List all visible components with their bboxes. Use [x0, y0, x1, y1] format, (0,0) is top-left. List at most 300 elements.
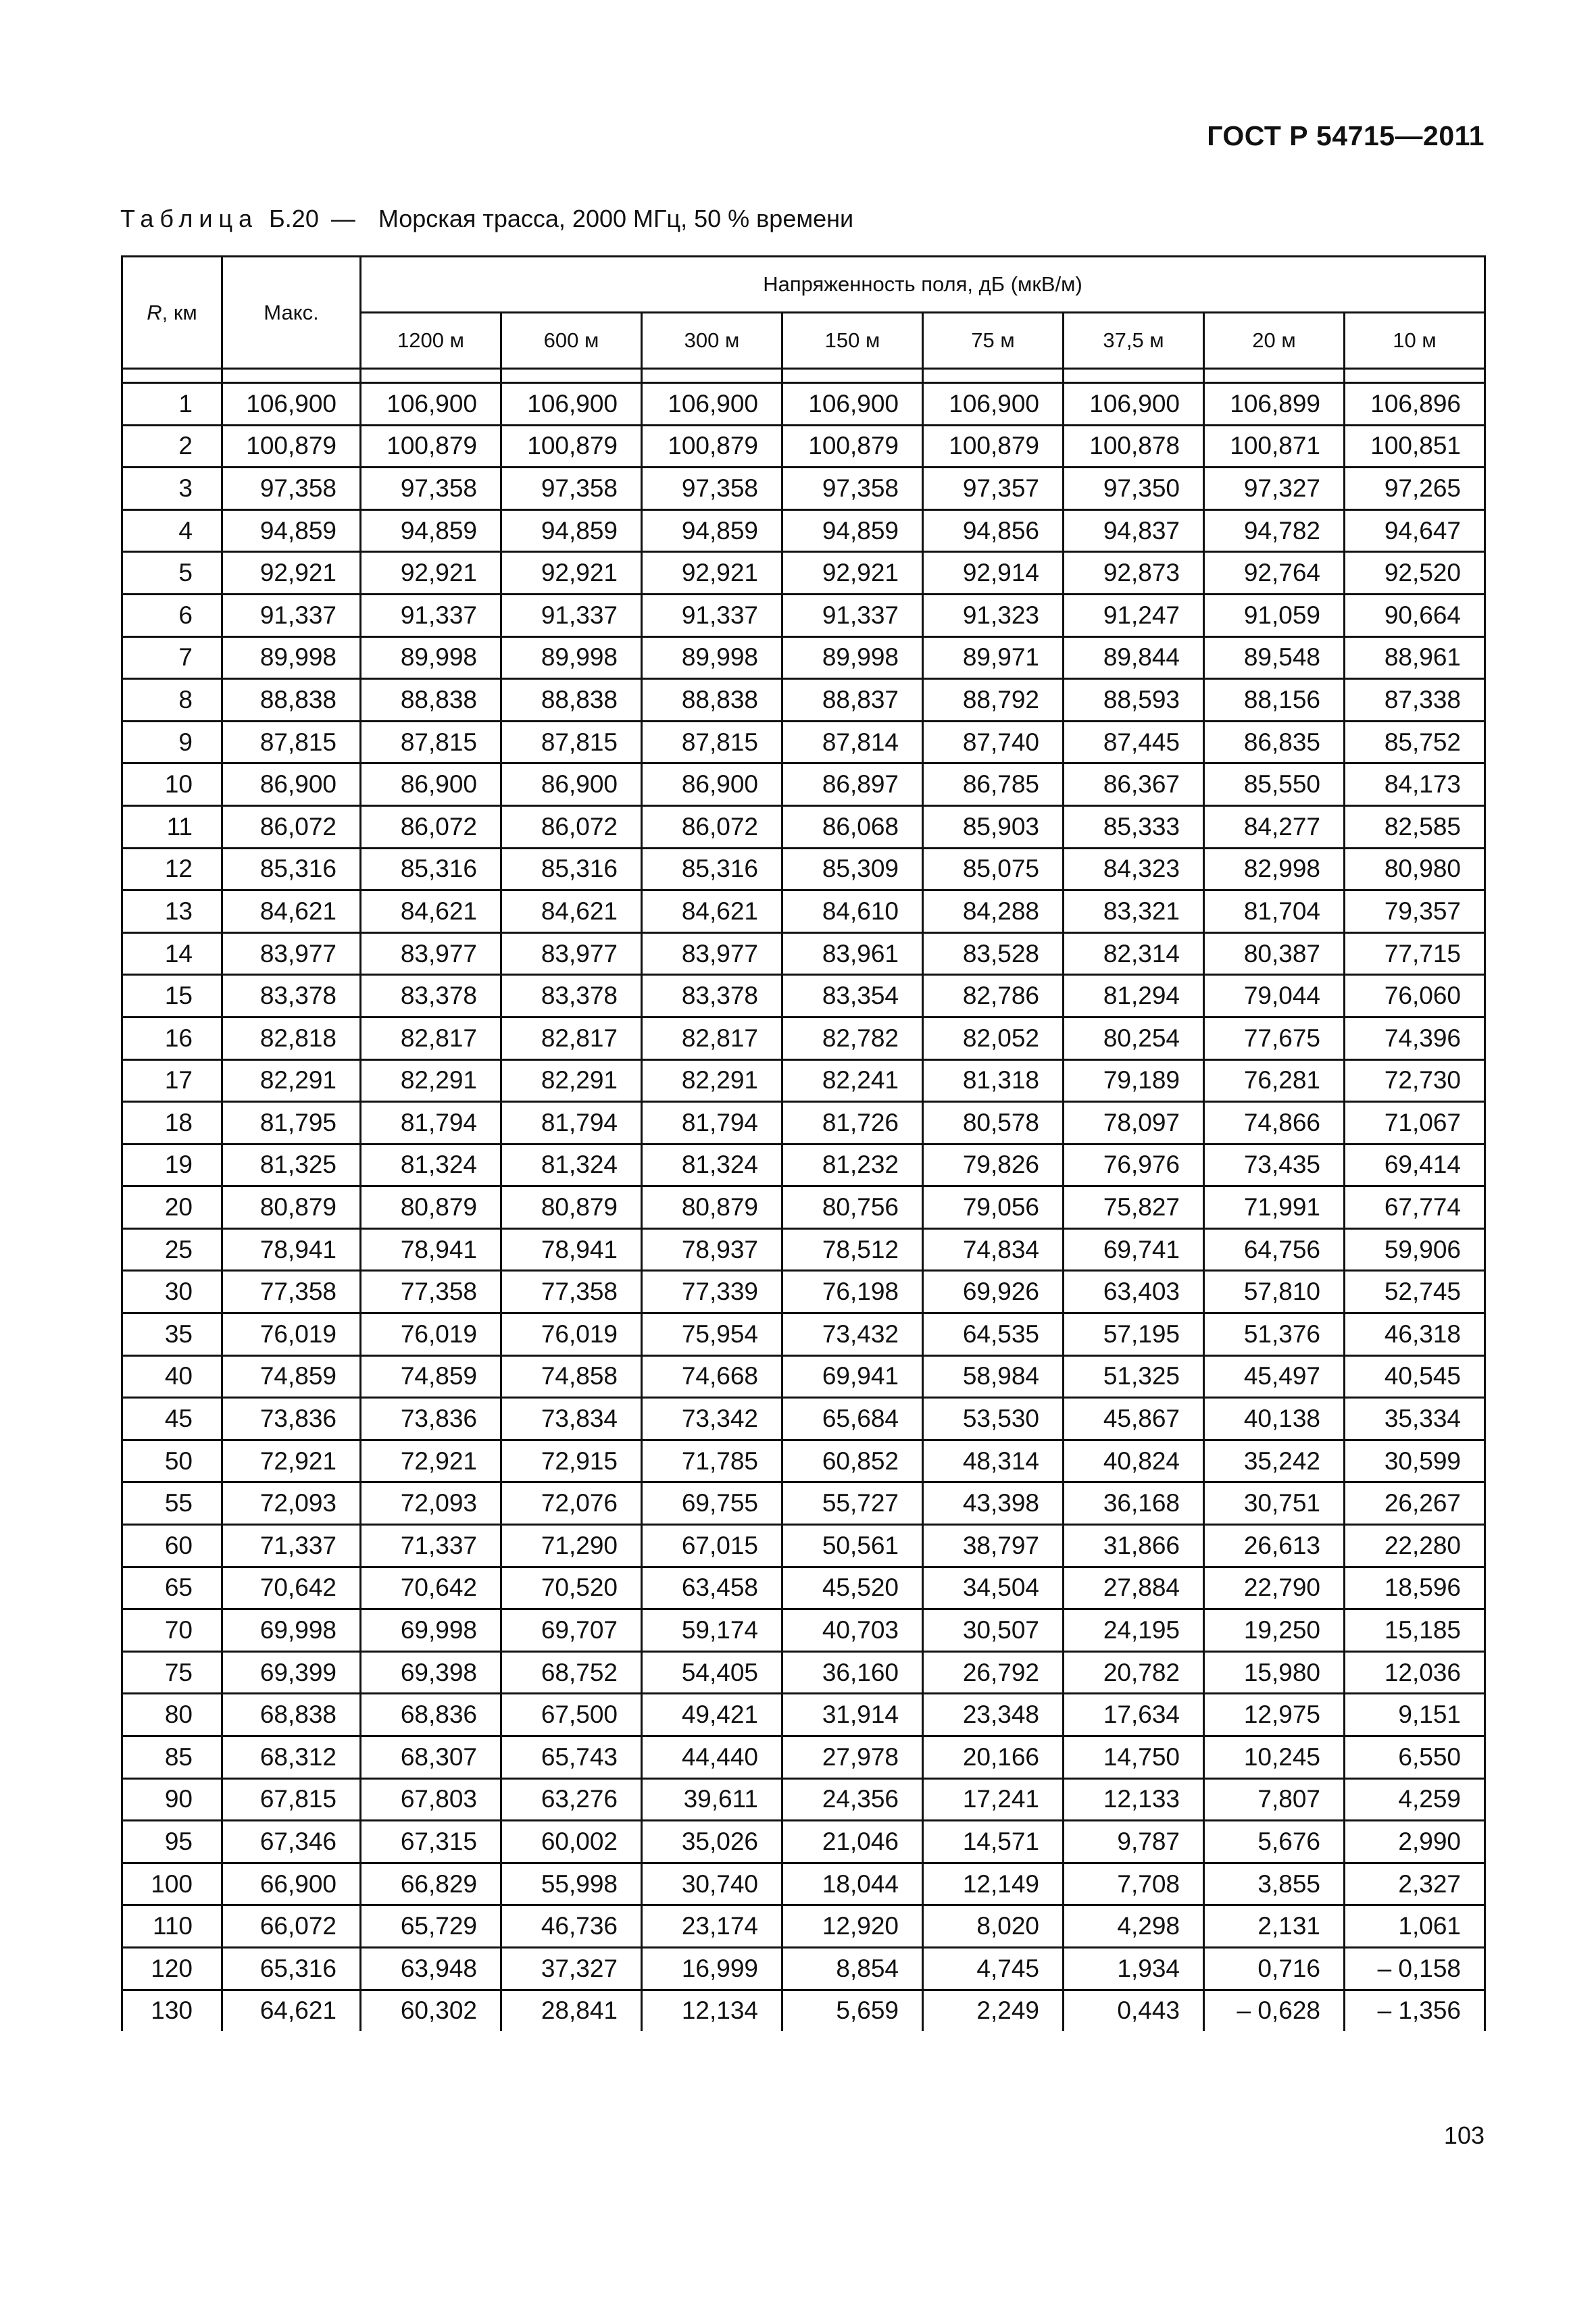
value-cell: – 0,158	[1345, 1947, 1485, 1990]
value-cell: 46,736	[501, 1905, 642, 1948]
value-cell: 53,530	[923, 1398, 1064, 1440]
value-cell: 80,879	[361, 1186, 501, 1229]
table-row	[122, 721, 1485, 763]
value-cell: 67,774	[1345, 1186, 1485, 1229]
value-cell: 94,859	[782, 509, 923, 552]
value-cell: 18,596	[1345, 1567, 1485, 1609]
value-cell: 76,019	[361, 1313, 501, 1356]
value-cell: 15,185	[1345, 1609, 1485, 1652]
value-cell: 74,859	[361, 1355, 501, 1398]
value-cell: 73,836	[361, 1398, 501, 1440]
value-cell: 73,342	[642, 1398, 782, 1440]
value-cell: 21,046	[782, 1821, 923, 1863]
header-height: 75 м	[923, 313, 1064, 369]
value-cell: 12,134	[642, 1990, 782, 2031]
value-cell: 92,921	[642, 552, 782, 595]
distance-cell: 6	[122, 594, 222, 636]
value-cell: 87,815	[642, 721, 782, 763]
value-cell: 85,333	[1064, 805, 1204, 848]
value-cell: 78,512	[782, 1228, 923, 1271]
value-cell: 76,198	[782, 1271, 923, 1313]
distance-cell: 55	[122, 1482, 222, 1525]
value-cell: 12,975	[1204, 1694, 1345, 1736]
value-cell: 90,664	[1345, 594, 1485, 636]
value-cell: 85,316	[361, 848, 501, 890]
value-cell: – 1,356	[1345, 1990, 1485, 2031]
value-cell: 52,745	[1345, 1271, 1485, 1313]
value-cell: 74,396	[1345, 1017, 1485, 1059]
value-cell: 84,621	[361, 890, 501, 933]
value-cell: 97,358	[501, 468, 642, 510]
value-cell: 67,815	[222, 1778, 361, 1821]
value-cell: 89,998	[782, 636, 923, 679]
value-cell: 51,376	[1204, 1313, 1345, 1356]
value-cell: 74,834	[923, 1228, 1064, 1271]
value-cell: 83,378	[361, 975, 501, 1017]
value-cell: 91,323	[923, 594, 1064, 636]
value-cell: 81,794	[642, 1102, 782, 1145]
value-cell: 12,036	[1345, 1651, 1485, 1694]
value-cell: 66,072	[222, 1905, 361, 1948]
table-row	[122, 1778, 1485, 1821]
value-cell: 30,751	[1204, 1482, 1345, 1525]
value-cell: 91,337	[782, 594, 923, 636]
value-cell: 26,613	[1204, 1525, 1345, 1567]
table-row	[122, 1440, 1485, 1482]
value-cell: 78,941	[222, 1228, 361, 1271]
value-cell: 87,814	[782, 721, 923, 763]
value-cell: 10,245	[1204, 1736, 1345, 1779]
value-cell: 88,838	[501, 679, 642, 722]
value-cell: 80,756	[782, 1186, 923, 1229]
value-cell: 64,756	[1204, 1228, 1345, 1271]
value-cell: 70,642	[361, 1567, 501, 1609]
value-cell: 71,337	[361, 1525, 501, 1567]
table-row	[122, 763, 1485, 806]
value-cell: 73,432	[782, 1313, 923, 1356]
value-cell: 55,998	[501, 1863, 642, 1905]
value-cell: 73,834	[501, 1398, 642, 1440]
value-cell: 82,817	[642, 1017, 782, 1059]
value-cell: 81,726	[782, 1102, 923, 1145]
distance-cell: 17	[122, 1059, 222, 1102]
table-row	[122, 1863, 1485, 1905]
value-cell: 79,357	[1345, 890, 1485, 933]
value-cell: 92,764	[1204, 552, 1345, 595]
table-row	[122, 679, 1485, 722]
distance-cell: 18	[122, 1102, 222, 1145]
value-cell: 100,851	[1345, 425, 1485, 468]
distance-cell: 35	[122, 1313, 222, 1356]
distance-cell: 95	[122, 1821, 222, 1863]
value-cell: 22,790	[1204, 1567, 1345, 1609]
distance-cell: 110	[122, 1905, 222, 1948]
value-cell: 76,019	[501, 1313, 642, 1356]
distance-cell: 1	[122, 383, 222, 426]
value-cell: 106,900	[642, 383, 782, 426]
value-cell: 100,871	[1204, 425, 1345, 468]
value-cell: 100,879	[361, 425, 501, 468]
value-cell: 83,961	[782, 932, 923, 975]
value-cell: 64,535	[923, 1313, 1064, 1356]
distance-cell: 25	[122, 1228, 222, 1271]
value-cell: 86,068	[782, 805, 923, 848]
table-row	[122, 1355, 1485, 1398]
value-cell: 35,334	[1345, 1398, 1485, 1440]
value-cell: 49,421	[642, 1694, 782, 1736]
value-cell: 63,403	[1064, 1271, 1204, 1313]
value-cell: 76,060	[1345, 975, 1485, 1017]
value-cell: 72,093	[361, 1482, 501, 1525]
value-cell: 60,852	[782, 1440, 923, 1482]
value-cell: 40,138	[1204, 1398, 1345, 1440]
table-row	[122, 1482, 1485, 1525]
value-cell: 69,998	[361, 1609, 501, 1652]
value-cell: 70,520	[501, 1567, 642, 1609]
distance-cell: 130	[122, 1990, 222, 2031]
value-cell: 91,337	[361, 594, 501, 636]
value-cell: 89,971	[923, 636, 1064, 679]
field-strength-table	[121, 255, 1486, 2031]
value-cell: 57,195	[1064, 1313, 1204, 1356]
value-cell: 46,318	[1345, 1313, 1485, 1356]
value-cell: 77,715	[1345, 932, 1485, 975]
value-cell: 97,358	[782, 468, 923, 510]
value-cell: 85,550	[1204, 763, 1345, 806]
value-cell: 83,378	[222, 975, 361, 1017]
value-cell: 89,844	[1064, 636, 1204, 679]
value-cell: 65,729	[361, 1905, 501, 1948]
table-row	[122, 1313, 1485, 1356]
value-cell: 77,339	[642, 1271, 782, 1313]
value-cell: 87,338	[1345, 679, 1485, 722]
value-cell: 83,378	[501, 975, 642, 1017]
value-cell: 94,859	[361, 509, 501, 552]
value-cell: 82,786	[923, 975, 1064, 1017]
value-cell: 2,990	[1345, 1821, 1485, 1863]
value-cell: 27,884	[1064, 1567, 1204, 1609]
value-cell: 48,314	[923, 1440, 1064, 1482]
value-cell: 67,315	[361, 1821, 501, 1863]
value-cell: 69,414	[1345, 1144, 1485, 1186]
value-cell: 86,900	[642, 763, 782, 806]
value-cell: 89,998	[642, 636, 782, 679]
distance-cell: 10	[122, 763, 222, 806]
table-row	[122, 468, 1485, 510]
value-cell: 91,337	[642, 594, 782, 636]
value-cell: 84,277	[1204, 805, 1345, 848]
value-cell: 83,977	[361, 932, 501, 975]
distance-cell: 30	[122, 1271, 222, 1313]
distance-cell: 7	[122, 636, 222, 679]
table-row	[122, 594, 1485, 636]
value-cell: 9,787	[1064, 1821, 1204, 1863]
value-cell: 106,899	[1204, 383, 1345, 426]
value-cell: 7,807	[1204, 1778, 1345, 1821]
value-cell: 81,324	[361, 1144, 501, 1186]
value-cell: 80,387	[1204, 932, 1345, 975]
value-cell: 2,249	[923, 1990, 1064, 2031]
value-cell: 82,291	[501, 1059, 642, 1102]
value-cell: 71,785	[642, 1440, 782, 1482]
value-cell: 38,797	[923, 1525, 1064, 1567]
value-cell: 68,752	[501, 1651, 642, 1694]
distance-cell: 20	[122, 1186, 222, 1229]
distance-cell: 12	[122, 848, 222, 890]
value-cell: 20,166	[923, 1736, 1064, 1779]
value-cell: 80,578	[923, 1102, 1064, 1145]
value-cell: 85,752	[1345, 721, 1485, 763]
value-cell: 67,803	[361, 1778, 501, 1821]
value-cell: 37,327	[501, 1947, 642, 1990]
value-cell: – 0,628	[1204, 1990, 1345, 2031]
value-cell: 85,316	[222, 848, 361, 890]
value-cell: 59,906	[1345, 1228, 1485, 1271]
value-cell: 106,900	[923, 383, 1064, 426]
value-cell: 100,879	[222, 425, 361, 468]
value-cell: 94,859	[222, 509, 361, 552]
value-cell: 81,794	[501, 1102, 642, 1145]
value-cell: 14,750	[1064, 1736, 1204, 1779]
distance-cell: 14	[122, 932, 222, 975]
value-cell: 6,550	[1345, 1736, 1485, 1779]
header-spacer-row	[122, 369, 1485, 383]
value-cell: 34,504	[923, 1567, 1064, 1609]
value-cell: 5,676	[1204, 1821, 1345, 1863]
value-cell: 71,337	[222, 1525, 361, 1567]
value-cell: 2,327	[1345, 1863, 1485, 1905]
value-cell: 58,984	[923, 1355, 1064, 1398]
value-cell: 50,561	[782, 1525, 923, 1567]
value-cell: 40,545	[1345, 1355, 1485, 1398]
value-cell: 8,854	[782, 1947, 923, 1990]
value-cell: 81,704	[1204, 890, 1345, 933]
value-cell: 92,520	[1345, 552, 1485, 595]
table-row	[122, 932, 1485, 975]
value-cell: 79,826	[923, 1144, 1064, 1186]
value-cell: 12,133	[1064, 1778, 1204, 1821]
value-cell: 70,642	[222, 1567, 361, 1609]
value-cell: 82,782	[782, 1017, 923, 1059]
value-cell: 69,399	[222, 1651, 361, 1694]
value-cell: 17,241	[923, 1778, 1064, 1821]
value-cell: 82,291	[222, 1059, 361, 1102]
value-cell: 89,998	[222, 636, 361, 679]
table-row	[122, 636, 1485, 679]
value-cell: 69,398	[361, 1651, 501, 1694]
value-cell: 100,879	[782, 425, 923, 468]
table-row	[122, 552, 1485, 595]
value-cell: 97,358	[642, 468, 782, 510]
value-cell: 86,900	[501, 763, 642, 806]
table-row	[122, 1271, 1485, 1313]
value-cell: 81,324	[501, 1144, 642, 1186]
value-cell: 81,325	[222, 1144, 361, 1186]
header-max: Макс.	[222, 257, 361, 369]
value-cell: 84,173	[1345, 763, 1485, 806]
value-cell: 84,323	[1064, 848, 1204, 890]
value-cell: 86,835	[1204, 721, 1345, 763]
value-cell: 69,941	[782, 1355, 923, 1398]
value-cell: 26,267	[1345, 1482, 1485, 1525]
value-cell: 106,900	[222, 383, 361, 426]
value-cell: 81,324	[642, 1144, 782, 1186]
value-cell: 27,978	[782, 1736, 923, 1779]
value-cell: 59,174	[642, 1609, 782, 1652]
value-cell: 20,782	[1064, 1651, 1204, 1694]
value-cell: 94,647	[1345, 509, 1485, 552]
value-cell: 65,316	[222, 1947, 361, 1990]
value-cell: 86,900	[222, 763, 361, 806]
value-cell: 71,991	[1204, 1186, 1345, 1229]
table-row	[122, 1228, 1485, 1271]
header-r-unit: , км	[161, 300, 197, 324]
value-cell: 80,879	[642, 1186, 782, 1229]
value-cell: 91,059	[1204, 594, 1345, 636]
value-cell: 87,815	[361, 721, 501, 763]
value-cell: 60,002	[501, 1821, 642, 1863]
value-cell: 73,836	[222, 1398, 361, 1440]
value-cell: 55,727	[782, 1482, 923, 1525]
value-cell: 78,937	[642, 1228, 782, 1271]
header-height: 1200 м	[361, 313, 501, 369]
value-cell: 88,792	[923, 679, 1064, 722]
distance-cell: 19	[122, 1144, 222, 1186]
value-cell: 28,841	[501, 1990, 642, 2031]
value-cell: 30,507	[923, 1609, 1064, 1652]
value-cell: 45,867	[1064, 1398, 1204, 1440]
value-cell: 97,358	[222, 468, 361, 510]
value-cell: 69,707	[501, 1609, 642, 1652]
value-cell: 4,259	[1345, 1778, 1485, 1821]
table-row	[122, 1905, 1485, 1948]
value-cell: 75,827	[1064, 1186, 1204, 1229]
table-row	[122, 383, 1485, 426]
value-cell: 86,072	[361, 805, 501, 848]
value-cell: 106,900	[501, 383, 642, 426]
header-height: 37,5 м	[1064, 313, 1204, 369]
value-cell: 26,792	[923, 1651, 1064, 1694]
value-cell: 66,829	[361, 1863, 501, 1905]
value-cell: 86,785	[923, 763, 1064, 806]
value-cell: 82,585	[1345, 805, 1485, 848]
page-number: 103	[1443, 2121, 1485, 2149]
distance-cell: 80	[122, 1694, 222, 1736]
value-cell: 40,703	[782, 1609, 923, 1652]
value-cell: 68,312	[222, 1736, 361, 1779]
table-row	[122, 1947, 1485, 1990]
value-cell: 1,061	[1345, 1905, 1485, 1948]
value-cell: 63,458	[642, 1567, 782, 1609]
value-cell: 66,900	[222, 1863, 361, 1905]
value-cell: 81,795	[222, 1102, 361, 1145]
value-cell: 72,921	[361, 1440, 501, 1482]
value-cell: 73,435	[1204, 1144, 1345, 1186]
value-cell: 81,318	[923, 1059, 1064, 1102]
value-cell: 88,838	[222, 679, 361, 722]
value-cell: 91,247	[1064, 594, 1204, 636]
value-cell: 81,294	[1064, 975, 1204, 1017]
value-cell: 83,977	[501, 932, 642, 975]
distance-cell: 3	[122, 468, 222, 510]
table-row	[122, 1017, 1485, 1059]
value-cell: 80,879	[501, 1186, 642, 1229]
value-cell: 97,357	[923, 468, 1064, 510]
value-cell: 94,856	[923, 509, 1064, 552]
value-cell: 39,611	[642, 1778, 782, 1821]
value-cell: 86,072	[642, 805, 782, 848]
value-cell: 97,350	[1064, 468, 1204, 510]
value-cell: 86,072	[222, 805, 361, 848]
header-height: 600 м	[501, 313, 642, 369]
value-cell: 12,920	[782, 1905, 923, 1948]
value-cell: 79,056	[923, 1186, 1064, 1229]
distance-cell: 90	[122, 1778, 222, 1821]
value-cell: 68,838	[222, 1694, 361, 1736]
value-cell: 79,044	[1204, 975, 1345, 1017]
value-cell: 86,072	[501, 805, 642, 848]
value-cell: 74,859	[222, 1355, 361, 1398]
value-cell: 82,291	[361, 1059, 501, 1102]
value-cell: 91,337	[222, 594, 361, 636]
value-cell: 82,314	[1064, 932, 1204, 975]
distance-cell: 65	[122, 1567, 222, 1609]
value-cell: 17,634	[1064, 1694, 1204, 1736]
value-cell: 106,896	[1345, 383, 1485, 426]
value-cell: 45,497	[1204, 1355, 1345, 1398]
value-cell: 77,358	[361, 1271, 501, 1313]
value-cell: 15,980	[1204, 1651, 1345, 1694]
value-cell: 74,668	[642, 1355, 782, 1398]
value-cell: 69,998	[222, 1609, 361, 1652]
value-cell: 97,327	[1204, 468, 1345, 510]
table-row	[122, 1651, 1485, 1694]
distance-cell: 45	[122, 1398, 222, 1440]
value-cell: 65,684	[782, 1398, 923, 1440]
value-cell: 74,858	[501, 1355, 642, 1398]
value-cell: 74,866	[1204, 1102, 1345, 1145]
value-cell: 65,743	[501, 1736, 642, 1779]
value-cell: 60,302	[361, 1990, 501, 2031]
distance-cell: 100	[122, 1863, 222, 1905]
value-cell: 85,075	[923, 848, 1064, 890]
value-cell: 81,232	[782, 1144, 923, 1186]
value-cell: 82,052	[923, 1017, 1064, 1059]
value-cell: 92,921	[222, 552, 361, 595]
value-cell: 35,026	[642, 1821, 782, 1863]
value-cell: 92,921	[782, 552, 923, 595]
distance-cell: 50	[122, 1440, 222, 1482]
value-cell: 63,276	[501, 1778, 642, 1821]
value-cell: 77,358	[501, 1271, 642, 1313]
value-cell: 84,610	[782, 890, 923, 933]
value-cell: 92,921	[501, 552, 642, 595]
value-cell: 54,405	[642, 1651, 782, 1694]
value-cell: 87,815	[222, 721, 361, 763]
value-cell: 31,866	[1064, 1525, 1204, 1567]
value-cell: 85,309	[782, 848, 923, 890]
value-cell: 97,358	[361, 468, 501, 510]
value-cell: 72,730	[1345, 1059, 1485, 1102]
table-row	[122, 1609, 1485, 1652]
value-cell: 81,794	[361, 1102, 501, 1145]
value-cell: 36,168	[1064, 1482, 1204, 1525]
value-cell: 30,599	[1345, 1440, 1485, 1482]
value-cell: 85,903	[923, 805, 1064, 848]
value-cell: 71,067	[1345, 1102, 1485, 1145]
header-field-strength: Напряженность поля, дБ (мкВ/м)	[361, 257, 1485, 313]
value-cell: 83,354	[782, 975, 923, 1017]
